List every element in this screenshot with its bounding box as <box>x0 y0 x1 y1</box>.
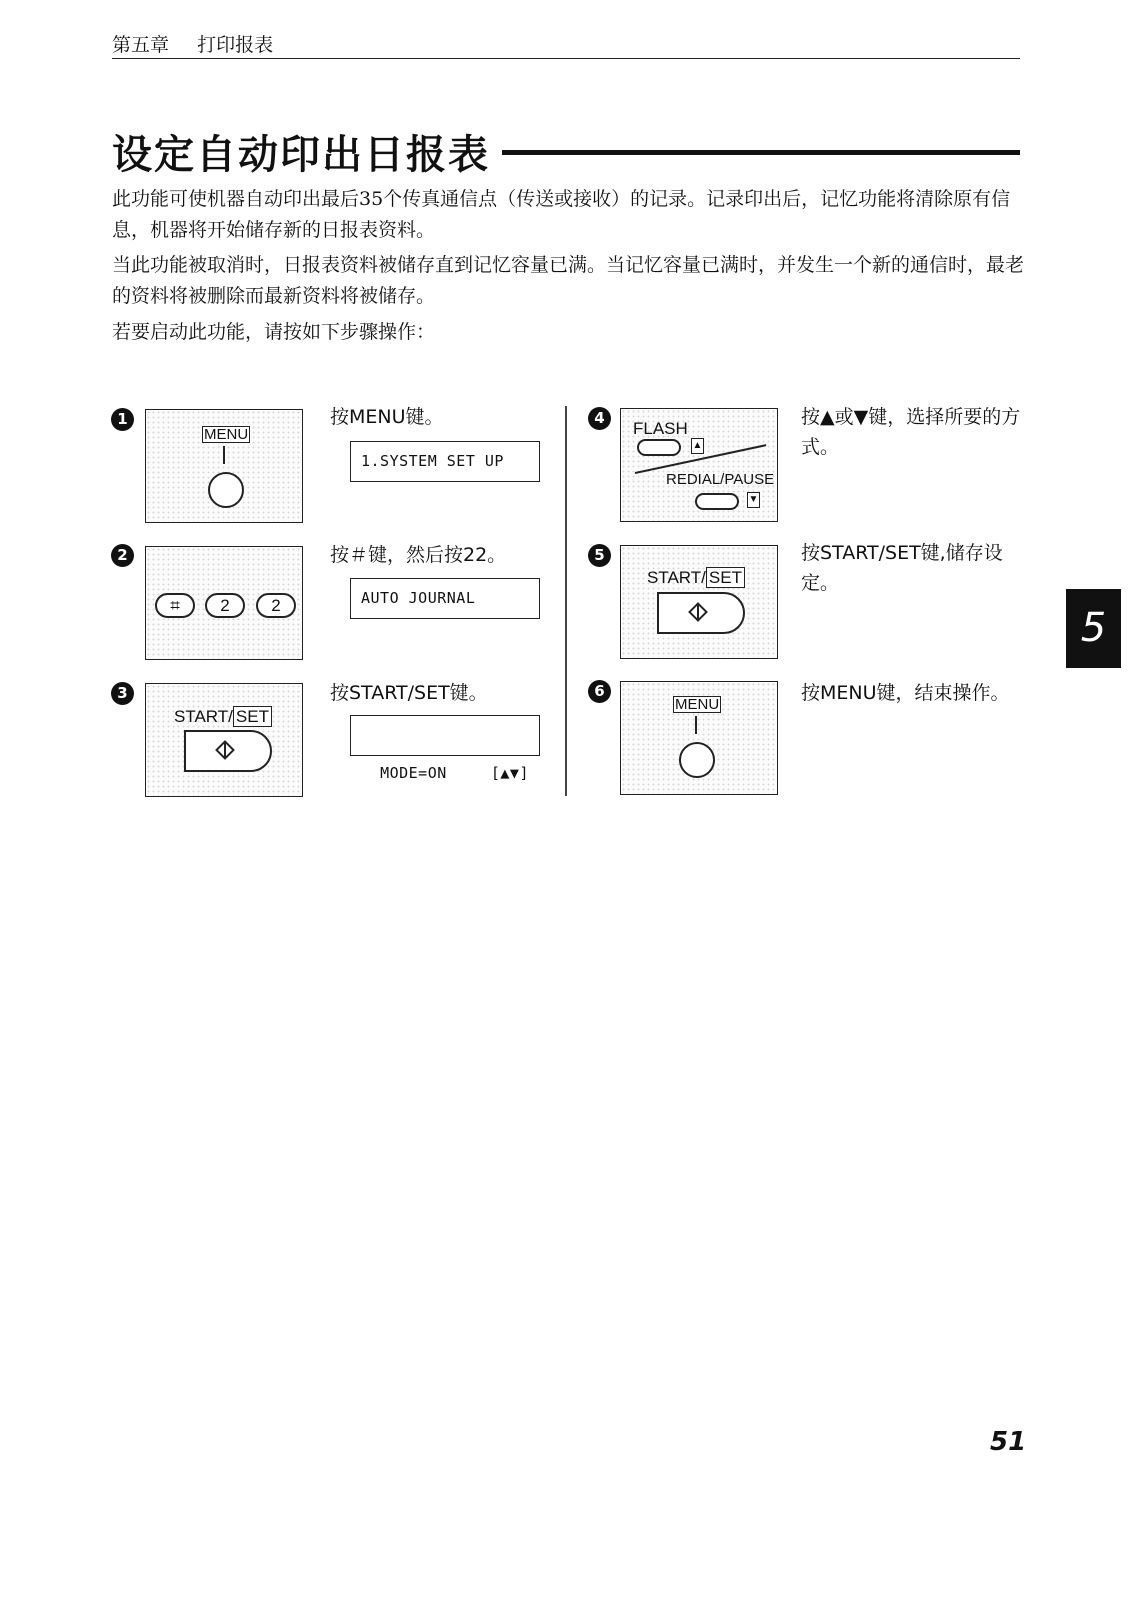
step-4-panel <box>620 408 778 522</box>
flash-label: FLASH <box>633 419 688 438</box>
step-1-panel <box>145 409 303 523</box>
hash-key-icon: ⌗ <box>155 593 195 618</box>
lcd-arrows-text: [▲▼] <box>490 764 529 782</box>
page-title: 设定自动印出日报表 <box>112 131 490 178</box>
menu-key-label: MENU <box>675 696 720 713</box>
step-1-instruction: 按MENU键。 <box>330 406 444 428</box>
start-diamond-icon <box>215 740 235 760</box>
step-2-number: 2 <box>111 544 134 567</box>
running-header <box>112 34 1020 59</box>
step-5-number: 5 <box>588 544 611 567</box>
up-arrow-icon: ▲ <box>691 438 704 454</box>
digit-2-key-icon: 2 <box>256 593 296 618</box>
step-3-lcd <box>350 715 540 782</box>
step-5-instruction: 按START/SET键,储存设定。 <box>801 542 1003 594</box>
title-rule <box>502 150 1020 155</box>
step-1-number: 1 <box>111 408 134 431</box>
step-1-lcd: 1.SYSTEM SET UP <box>350 441 540 482</box>
step-6-instruction: 按MENU键，结束操作。 <box>801 682 1010 704</box>
redial-pause-label: REDIAL/PAUSE <box>666 471 775 488</box>
chapter-tab: 5 <box>1066 589 1121 668</box>
start-set-button-icon <box>184 730 272 772</box>
step-4-number: 4 <box>588 407 611 430</box>
intro-paragraph-2: 当此功能被取消时，日报表资料被储存直到记忆容量已满。当记忆容量已满时，并发生一个新的通信时，最老的资料将被删除而最新资料将被储存。 <box>112 254 1025 307</box>
menu-button-icon <box>679 742 715 778</box>
key-stem <box>223 446 225 464</box>
step-3-instruction: 按START/SET键。 <box>330 682 488 704</box>
chapter-label: 第五章 <box>112 34 170 56</box>
start-set-label: START/ SET <box>647 568 745 588</box>
lcd-mode-text: MODE=ON <box>380 764 447 782</box>
redial-button-icon <box>695 493 739 510</box>
digit-2-key-icon: 2 <box>205 593 245 618</box>
menu-button-icon <box>208 472 244 508</box>
step-6-number: 6 <box>588 680 611 703</box>
menu-key-label: MENU <box>204 426 249 443</box>
start-diamond-icon <box>688 602 708 622</box>
section-label: 打印报表 <box>197 34 274 56</box>
step-2-instruction: 按＃键，然后按22。 <box>330 544 507 566</box>
intro-paragraph-3: 若要启动此功能，请按如下步骤操作： <box>112 321 436 343</box>
start-set-button-icon <box>657 592 745 634</box>
column-divider <box>565 406 567 796</box>
step-3-number: 3 <box>111 682 134 705</box>
step-3-panel <box>145 683 303 797</box>
step-4-instruction: 按▲或▼键，选择所要的方式。 <box>801 406 1021 458</box>
step-2-lcd: AUTO JOURNAL <box>350 578 540 619</box>
step-6-panel <box>620 681 778 795</box>
intro-paragraph-1: 此功能可使机器自动印出最后35个传真通信点（传送或接收）的记录。记录印出后，记忆功能将清除原有信息，机器将开始储存新的日报表资料。 <box>112 188 1011 241</box>
page-number: 51 <box>990 1427 1027 1457</box>
start-set-label: START/ SET <box>174 707 272 727</box>
step-2-panel <box>145 546 303 660</box>
down-arrow-icon: ▼ <box>747 492 760 508</box>
step-5-panel <box>620 545 778 659</box>
key-stem <box>695 716 697 734</box>
flash-button-icon <box>637 439 681 456</box>
title-row <box>112 126 1020 176</box>
